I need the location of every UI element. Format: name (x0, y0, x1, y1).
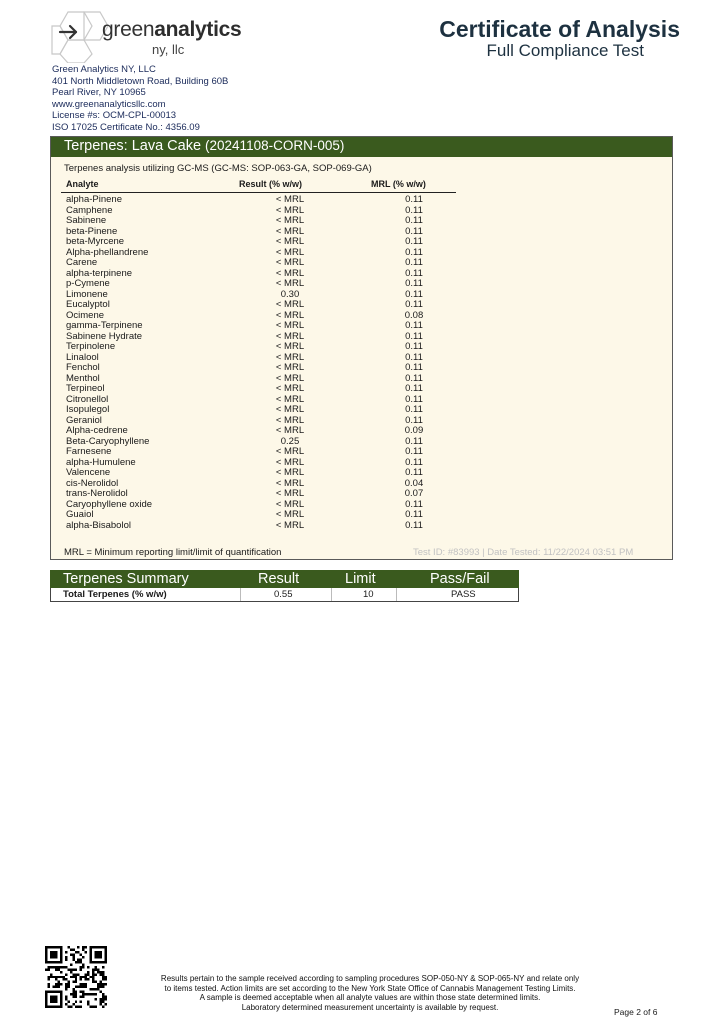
mrl-cell: 0.11 (405, 236, 423, 247)
result-cell: < MRL (275, 477, 305, 489)
analyte-cell: Caryophyllene oxide (66, 498, 153, 510)
column-header-result: Result (% w/w) (239, 179, 303, 189)
table-row (66, 321, 466, 332)
summary-row (50, 588, 519, 602)
table-row (66, 521, 466, 532)
test-id: Test ID: #83993 | Date Tested: 11/22/2024 03:51 PM (413, 547, 634, 558)
mrl-cell: 0.11 (405, 351, 423, 363)
analyte-cell: Ocimene (66, 309, 105, 321)
analyte-cell: Terpinolene (66, 341, 116, 352)
result-cell: < MRL (275, 509, 305, 520)
panel-title: Terpenes: Lava Cake (20241108-CORN-005) (64, 138, 345, 154)
analyte-cell: trans-Nerolidol (66, 488, 128, 499)
summary-title: Terpenes Summary (63, 571, 189, 587)
disclaimer-line: Laboratory determined measurement uncertainty is available by request. (241, 1002, 499, 1012)
result-cell: < MRL (275, 320, 305, 331)
mrl-cell: 0.11 (405, 372, 423, 384)
analyte-cell: Farnesene (66, 446, 112, 457)
mrl-cell: 0.11 (405, 456, 423, 468)
analyte-cell: Camphene (66, 204, 113, 216)
analyte-cell: Carene (66, 257, 98, 268)
mrl-cell: 0.11 (405, 467, 423, 478)
result-cell: < MRL (275, 299, 305, 310)
mrl-cell: 0.11 (405, 362, 423, 373)
logo-wordmark: greenanalytics (102, 18, 242, 41)
terpenes-panel (50, 136, 673, 560)
analyte-cell: cis-Nerolidol (66, 477, 119, 489)
summary-row-passfail: PASS (451, 589, 476, 600)
lab-info (52, 64, 228, 134)
column-header-mrl: MRL (% w/w) (371, 179, 426, 189)
mrl-cell: 0.11 (405, 320, 423, 331)
analyte-cell: Menthol (66, 372, 100, 384)
result-cell: < MRL (275, 246, 305, 258)
mrl-cell: 0.07 (404, 488, 424, 499)
result-cell: < MRL (275, 467, 305, 478)
analyte-cell: Terpineol (66, 383, 105, 394)
disclaimer-line: to items tested. Action limits are set according to the New York State Office of Cannabis Management Testing Limits. (164, 983, 576, 993)
mrl-cell: 0.11 (405, 498, 423, 510)
mrl-cell: 0.11 (405, 435, 423, 447)
result-cell: < MRL (275, 498, 305, 510)
mrl-cell: 0.11 (405, 288, 423, 300)
analyte-cell: Beta-Caryophyllene (66, 435, 150, 447)
lab-address-line1: 401 North Middletown Road, Building 60B (52, 75, 229, 87)
lab-name: Green Analytics NY, LLC (52, 64, 156, 75)
disclaimer-line: Results pertain to the sample received according to sampling procedures SOP-050-NY & SOP-065-NY and relate only (160, 974, 580, 983)
method-description: Terpenes analysis utilizing GC-MS (GC-MS: SOP-063-GA, SOP-069-GA) (64, 163, 372, 174)
qr-code-icon[interactable] (45, 946, 107, 1008)
table-row (66, 447, 466, 458)
result-cell: < MRL (275, 257, 305, 268)
cell-divider (396, 588, 397, 601)
result-cell: 0.25 (280, 435, 300, 447)
mrl-cell: 0.11 (405, 299, 423, 310)
mrl-cell: 0.11 (405, 393, 423, 405)
table-row (66, 510, 466, 521)
mrl-cell: 0.11 (405, 383, 423, 394)
mrl-cell: 0.11 (405, 278, 423, 289)
table-row (66, 300, 466, 311)
table-row (66, 363, 466, 374)
result-cell: < MRL (275, 404, 305, 415)
summary-row-label: Total Terpenes (% w/w) (63, 589, 167, 600)
mrl-cell: 0.08 (404, 309, 424, 321)
mrl-note: MRL = Minimum reporting limit/limit of quantification (64, 547, 282, 558)
logo-subline: ny, llc (152, 42, 185, 57)
mrl-cell: 0.11 (405, 341, 423, 352)
result-cell: 0.30 (280, 288, 300, 300)
analyte-cell: Eucalyptol (66, 299, 110, 310)
header-divider (61, 192, 456, 193)
table-row (66, 195, 466, 206)
table-row (66, 279, 466, 290)
page-number: Page 2 of 6 (614, 1007, 658, 1017)
analyte-cell: gamma-Terpinene (66, 320, 143, 331)
result-cell: < MRL (275, 341, 305, 352)
table-row (66, 258, 466, 269)
analyte-cell: Isopulegol (66, 404, 110, 415)
analyte-cell: Linalool (66, 351, 99, 363)
table-row (66, 489, 466, 500)
mrl-cell: 0.11 (405, 204, 423, 216)
sample-id: (20241108-CORN-005) (205, 138, 345, 153)
panel-header (51, 137, 672, 157)
table-row (66, 384, 466, 395)
cell-divider (331, 588, 332, 601)
mrl-cell: 0.11 (405, 446, 423, 457)
analyte-cell: beta-Myrcene (66, 236, 125, 247)
result-cell: < MRL (275, 446, 305, 457)
result-cell: < MRL (275, 519, 305, 531)
result-cell: < MRL (275, 194, 305, 205)
lab-license: License #s: OCM-CPL-00013 (52, 110, 177, 122)
analyte-cell: p-Cymene (66, 278, 110, 289)
result-cell: < MRL (275, 414, 305, 426)
summary-header (50, 570, 519, 588)
analyte-cell: Sabinene Hydrate (66, 330, 143, 342)
result-cell: < MRL (275, 236, 305, 247)
mrl-cell: 0.11 (405, 267, 423, 279)
lab-address-line2: Pearl River, NY 10965 (52, 87, 146, 99)
mrl-cell: 0.11 (405, 414, 423, 426)
result-cell: < MRL (275, 362, 305, 373)
result-cell: < MRL (275, 372, 305, 384)
mrl-cell: 0.11 (405, 330, 423, 342)
analyte-cell: Guaiol (66, 509, 94, 520)
mrl-cell: 0.11 (405, 519, 423, 531)
terpenes-summary-table (50, 570, 519, 602)
lab-iso-certificate: ISO 17025 Certificate No.: 4356.09 (52, 121, 200, 133)
table-row (66, 237, 466, 248)
disclaimer (130, 974, 610, 1012)
analyte-cell: alpha-Bisabolol (66, 519, 131, 531)
mrl-cell: 0.09 (404, 425, 424, 436)
result-cell: < MRL (275, 393, 305, 405)
summary-row-result: 0.55 (274, 589, 293, 600)
analyte-cell: alpha-Humulene (66, 456, 136, 468)
table-row (66, 405, 466, 416)
mrl-cell: 0.04 (404, 477, 424, 489)
analyte-cell: Sabinene (66, 215, 107, 226)
summary-col-limit: Limit (345, 571, 376, 587)
results-table (66, 195, 466, 531)
disclaimer-line: A sample is deemed acceptable when all analyte values are within those state determined limits. (199, 993, 541, 1002)
result-cell: < MRL (275, 488, 305, 499)
summary-col-result: Result (258, 571, 300, 587)
result-cell: < MRL (275, 278, 305, 289)
summary-row-limit: 10 (363, 589, 374, 600)
table-row (66, 342, 466, 353)
column-header-analyte: Analyte (66, 179, 99, 189)
analyte-cell: alpha-terpinene (66, 267, 133, 279)
result-cell: < MRL (275, 351, 305, 363)
table-row (66, 426, 466, 437)
mrl-cell: 0.11 (405, 257, 423, 268)
table-row (66, 468, 466, 479)
result-cell: < MRL (275, 383, 305, 394)
mrl-cell: 0.11 (405, 215, 423, 226)
analyte-cell: Geraniol (66, 414, 102, 426)
result-cell: < MRL (275, 425, 305, 436)
mrl-cell: 0.11 (405, 225, 423, 237)
result-cell: < MRL (275, 225, 305, 237)
table-row (66, 216, 466, 227)
page-subtitle: Full Compliance Test (486, 41, 644, 60)
result-cell: < MRL (275, 267, 305, 279)
analyte-cell: beta-Pinene (66, 225, 118, 237)
mrl-cell: 0.11 (405, 194, 423, 205)
analyte-cell: alpha-Pinene (66, 194, 122, 205)
lab-website[interactable]: www.greenanalyticsllc.com (52, 98, 166, 110)
result-cell: < MRL (275, 456, 305, 468)
analyte-cell: Alpha-phellandrene (66, 246, 149, 258)
cell-divider (240, 588, 241, 601)
analyte-cell: Valencene (66, 467, 111, 478)
mrl-cell: 0.11 (405, 509, 423, 520)
result-cell: < MRL (275, 215, 305, 226)
summary-col-passfail: Pass/Fail (430, 571, 490, 587)
analyte-cell: Citronellol (66, 393, 109, 405)
result-cell: < MRL (275, 204, 305, 216)
result-cell: < MRL (275, 330, 305, 342)
result-cell: < MRL (275, 309, 305, 321)
mrl-cell: 0.11 (405, 404, 423, 415)
analyte-cell: Fenchol (66, 362, 100, 373)
analyte-cell: Limonene (66, 288, 108, 300)
analyte-cell: Alpha-cedrene (66, 425, 128, 436)
page-title: Certificate of Analysis (439, 16, 680, 42)
mrl-cell: 0.11 (405, 246, 423, 258)
